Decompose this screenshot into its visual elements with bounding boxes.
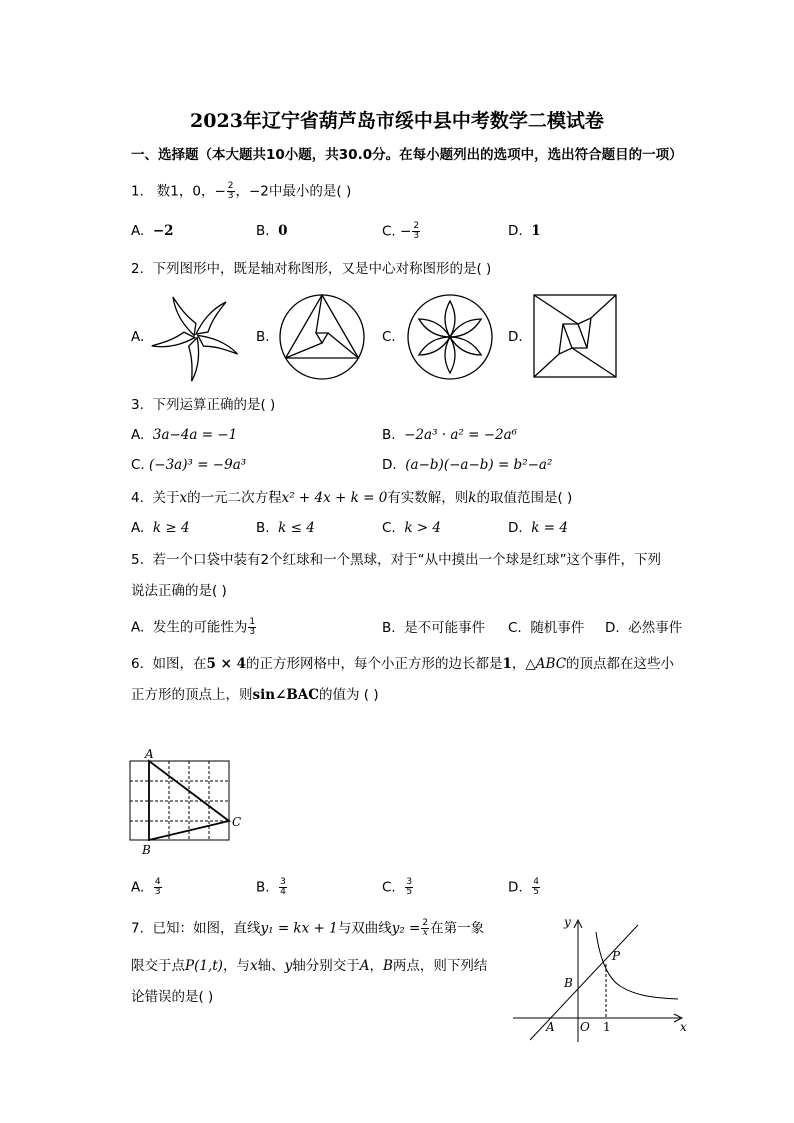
q7-stem-line2: 限交于点P(1,t)，与x轴、y轴分别交于A，B两点，则下列结 (131, 958, 488, 974)
q5-stem-line2: 说法正确的是( ) (131, 583, 227, 599)
pinwheel-figure (150, 292, 242, 380)
q6-option-a: A. $\frac{4}{3}$ (131, 877, 161, 897)
q1-frac-sign: − (214, 183, 226, 200)
q4-option-c: C. k > 4 (382, 520, 441, 536)
question-number: 1. (131, 183, 144, 200)
q4-option-a: A. k ≥ 4 (131, 520, 190, 536)
q2-label-b: B. (256, 329, 270, 345)
q2-label-d: D. (508, 329, 523, 345)
q1-stem-b: ，−2中最小的是( ) (235, 183, 352, 200)
question-3: 3. 下列运算正确的是( ) (131, 397, 276, 413)
tick-one-label: 1 (603, 1020, 611, 1034)
q6-option-c: C. $\frac{3}{5}$ (382, 877, 413, 897)
q6-stem-line2: 正方形的顶点上，则sin∠BAC的值为 ( ) (131, 687, 379, 703)
vertex-b-label: B (142, 843, 151, 857)
page-title: 2023年辽宁省葫芦岛市绥中县中考数学二模试卷 (190, 110, 604, 132)
question-6: 6. 如图，在5 × 4的正方形网格中，每个小正方形的边长都是1，△ABC的顶点都在这些小 (131, 656, 675, 672)
point-p-label: P (612, 949, 621, 963)
question-2: 2. 下列图形中，既是轴对称图形，又是中心对称图形的是( ) (131, 261, 492, 277)
vertex-c-label: C (232, 815, 242, 829)
q7-stem-line3: 论错误的是( ) (131, 989, 214, 1005)
q3-option-b: B. −2a³ · a² = −2a⁶ (382, 427, 518, 443)
square-pinwheel-figure (533, 294, 617, 378)
q5-option-a: A. 发生的可能性为 $\frac{1}{3}$ (131, 617, 256, 637)
q6-option-b: B. $\frac{3}{4}$ (256, 877, 286, 897)
q4-option-b: B. k ≤ 4 (256, 520, 315, 536)
q1-stem-a: 数1，0， (156, 183, 215, 200)
coordinate-graph-figure (508, 910, 693, 1045)
grid-triangle-figure (125, 746, 250, 858)
circle-triangle-figure (278, 293, 366, 381)
q1-option-c: C. − $\frac{2}{3}$ (382, 221, 420, 241)
section-heading: 一、选择题（本大题共10小题，共30.0分。在每小题列出的选项中，选出符合题目的一项） (131, 147, 683, 163)
point-a-label: A (546, 1020, 555, 1034)
q2-label-a: A. (131, 329, 145, 345)
q3-option-a: A. 3a−4a = −1 (131, 427, 238, 443)
q5-option-b: B. 是不可能事件 (382, 620, 486, 636)
question-5: 5. 若一个口袋中装有2个红球和一个黑球，对于“从中摸出一个球是红球”这个事件，下列 (131, 552, 662, 568)
q3-option-c: C. (−3a)³ = −9a³ (131, 457, 247, 473)
q2-label-c: C. (382, 329, 396, 345)
q5-option-d: D. 必然事件 (605, 620, 683, 636)
axis-y-label: y (564, 915, 571, 929)
question-7: 7. 已知：如图，直线y₁ = kx + 1与双曲线y₂ = $\frac{2}{x}$ 在第一象 (131, 918, 485, 938)
question-4: 4. 关于x的一元二次方程x² + 4x + k = 0有实数解，则k的取值范围是( ) (131, 490, 573, 506)
q5-option-c: C. 随机事件 (508, 620, 585, 636)
origin-label: O (580, 1020, 590, 1034)
q3-option-d: D. (a−b)(−a−b) = b²−a² (382, 457, 553, 473)
q1-option-d: D. 1 (508, 223, 541, 239)
q1-option-b: B. 0 (256, 223, 288, 239)
point-b-label: B (564, 976, 573, 990)
q6-option-d: D. $\frac{4}{5}$ (508, 877, 540, 897)
q1-option-a: A. −2 (131, 223, 174, 239)
axis-x-label: x (680, 1020, 687, 1034)
flower-circle-figure (406, 293, 494, 381)
q4-option-d: D. k = 4 (508, 520, 568, 536)
vertex-a-label: A (145, 747, 154, 761)
question-1 (131, 182, 351, 201)
q1-fraction: $\frac{2}{3}$ (227, 181, 234, 201)
